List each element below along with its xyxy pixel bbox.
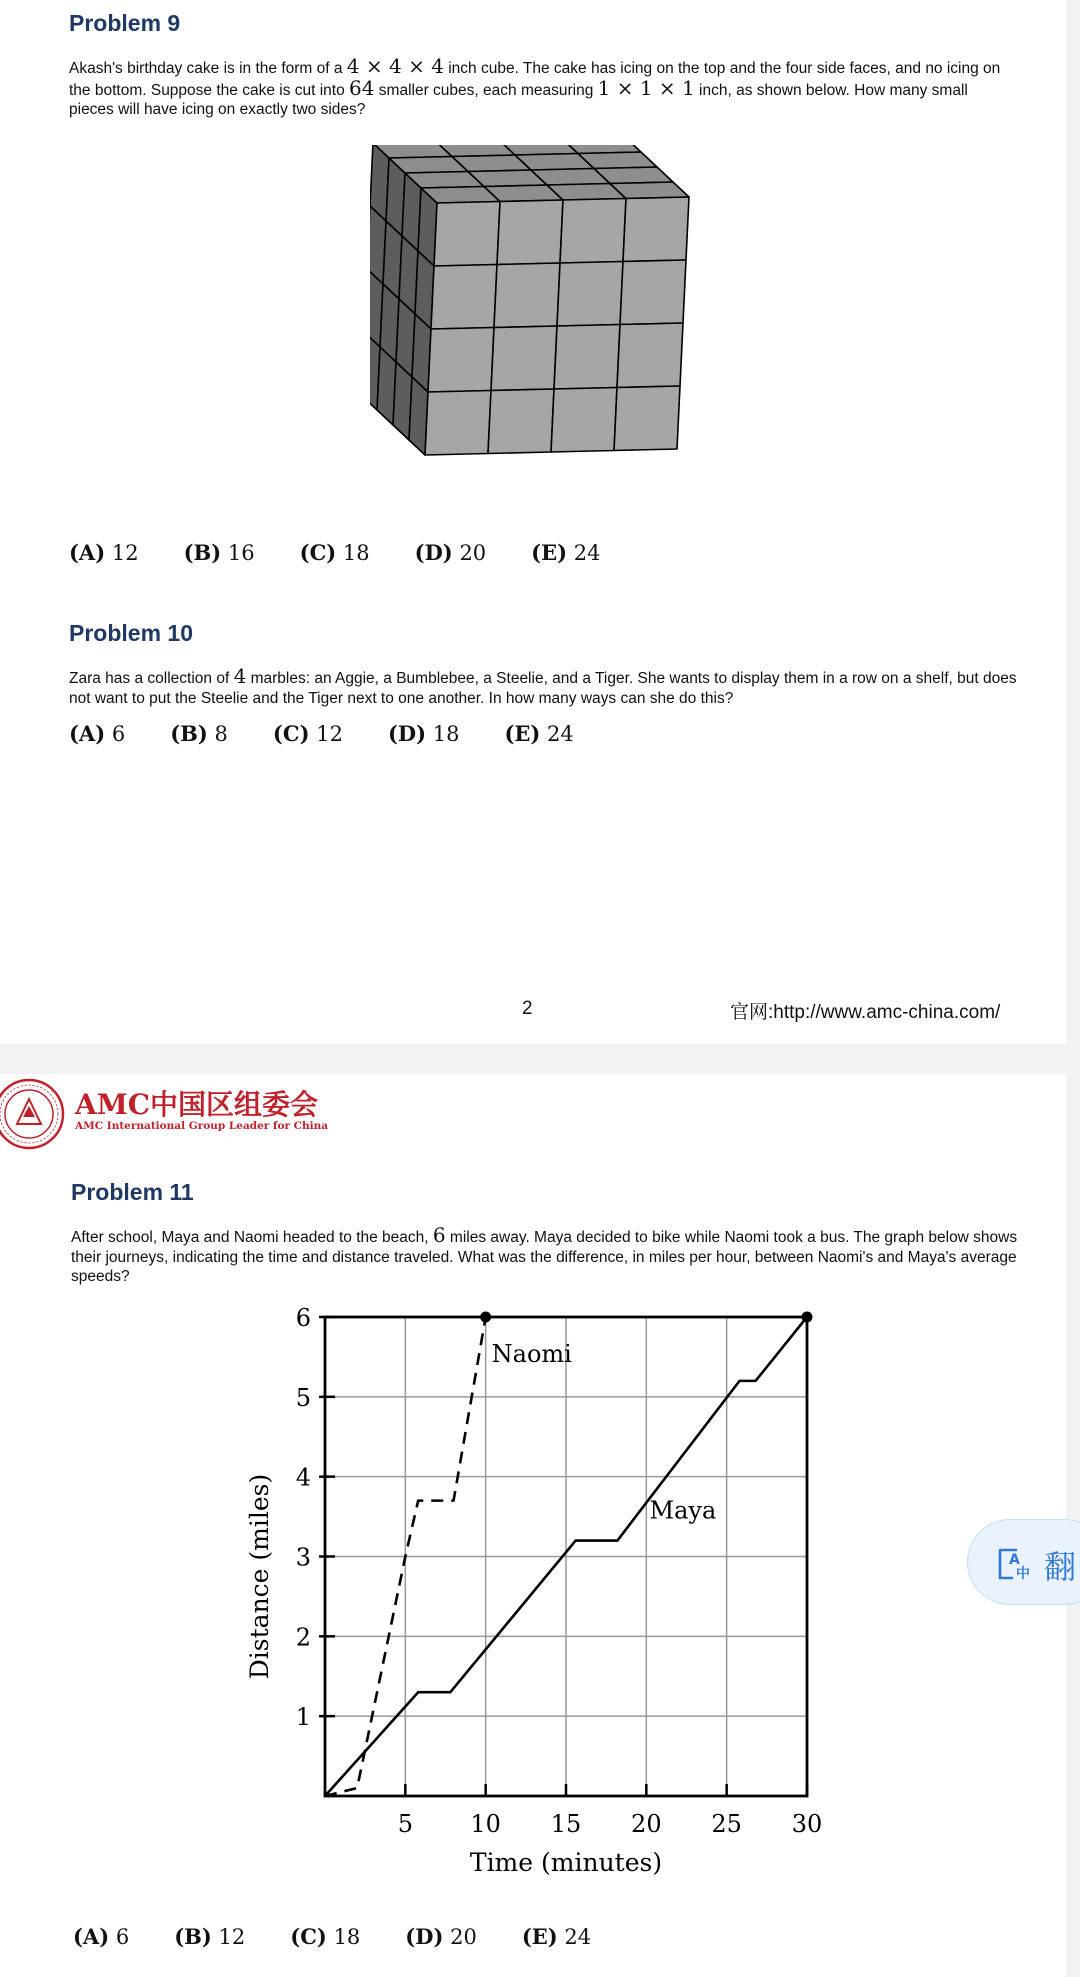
chart-y-tick-label: 2	[295, 1623, 311, 1652]
amc-logo-seal	[0, 1075, 68, 1153]
chart-x-axis-label: Time (minutes)	[469, 1848, 663, 1877]
cube-front-face-cell	[425, 391, 491, 456]
cube-diagram	[370, 145, 710, 495]
chart-x-tick-label: 25	[711, 1810, 742, 1838]
cube-front-face-cell	[491, 326, 557, 391]
choice-d: (D) 20	[414, 540, 487, 565]
problem-10-choices	[69, 721, 619, 746]
cube-front-face-cell	[620, 260, 686, 325]
choice-d: (D) 20	[405, 1924, 477, 1949]
cube-front-face-cell	[551, 388, 617, 453]
choice-b: (B) 16	[183, 540, 255, 565]
translate-label: 翻	[1044, 1548, 1077, 1586]
logo-subtitle: AMC International Group Leader for China	[75, 1120, 329, 1132]
problem-9-title: Problem 9	[69, 10, 181, 36]
cube-front-face-cell	[617, 323, 683, 388]
cube-front-face-cell	[614, 386, 680, 451]
choice-a: (A) 6	[69, 721, 126, 746]
cube-front-face-cell	[554, 325, 620, 390]
choice-a: (A) 6	[73, 1924, 130, 1949]
translate-button[interactable]	[967, 1519, 1080, 1605]
chart-y-tick-label: 3	[295, 1543, 311, 1572]
website-url: 官网:http://www.amc-china.com/	[730, 1002, 1001, 1023]
cube-front-face-cell	[431, 265, 497, 330]
chart-endpoint-dot	[480, 1312, 491, 1323]
cube-front-face-cell	[560, 199, 626, 264]
choice-d: (D) 18	[387, 721, 460, 746]
problem-9-choices	[69, 540, 645, 565]
cube-front-face-cell	[494, 263, 560, 328]
problem-11-title: Problem 11	[71, 1179, 194, 1205]
logo-title: AMC中国区组委会	[75, 1088, 319, 1121]
choice-c: (C) 18	[290, 1924, 361, 1949]
choice-c: (C) 12	[272, 721, 343, 746]
chart-label-maya: Maya	[649, 1496, 717, 1525]
cube-front-face-cell	[488, 389, 554, 454]
problem-9-text: Akash's birthday cake is in the form of a 4 × 4 × 4 inch cube. The cake has icing on the top and the four side faces, and no icing on the bottom. Suppose the cake is cut into 64 smaller cubes, each measuring 1 × 1 × 1 inch, as shown below. How many small pieces will have icing on exactly two sides?	[69, 54, 1001, 118]
choice-a: (A) 12	[69, 540, 139, 565]
problem-10-text: Zara has a collection of 4 marbles: an Aggie, a Bumblebee, a Steelie, and a Tiger. She wants to display them in a row on a shelf, but does not want to put the Steelie and the Tiger next to one another. In how many ways can she do this?	[69, 664, 1017, 707]
cube-front-face-cell	[557, 262, 623, 327]
cube-front-face-cell	[428, 328, 494, 393]
cube-front-face-cell	[434, 202, 500, 267]
svg-text:中: 中	[1016, 1566, 1030, 1582]
translate-icon	[996, 1546, 1034, 1582]
choice-e: (E) 24	[504, 721, 574, 746]
chart-x-tick-label: 20	[631, 1810, 662, 1838]
chart-endpoint-dot	[802, 1312, 813, 1323]
chart-y-tick-label: 6	[295, 1304, 311, 1332]
problem-10-title: Problem 10	[69, 620, 193, 646]
choice-e: (E) 24	[531, 540, 601, 565]
cube-front-face-cell	[497, 200, 563, 265]
cube-front-face-cell	[623, 197, 689, 262]
choice-b: (B) 8	[170, 721, 228, 746]
choice-e: (E) 24	[521, 1924, 592, 1949]
chart-x-tick-label: 30	[791, 1810, 823, 1838]
choice-b: (B) 12	[174, 1924, 246, 1949]
chart-y-tick-label: 4	[295, 1463, 311, 1492]
chart-y-tick-label: 5	[295, 1383, 311, 1412]
chart-x-tick-label: 10	[470, 1810, 501, 1838]
distance-time-chart	[240, 1300, 840, 1900]
problem-11-text: After school, Maya and Naomi headed to the beach, 6 miles away. Maya decided to bike while Naomi took a bus. The graph below shows their journeys, indicating the time and distance traveled. What was the difference, in miles per hour, between Naomi's and Maya's average speeds?	[71, 1223, 1018, 1285]
svg-text:A: A	[1009, 1552, 1020, 1568]
chart-x-tick-label: 15	[550, 1810, 582, 1838]
chart-label-naomi: Naomi	[491, 1339, 572, 1368]
chart-y-axis-label: Distance (miles)	[245, 1473, 274, 1680]
choice-c: (C) 18	[299, 540, 370, 565]
chart-y-tick-label: 1	[295, 1703, 311, 1732]
problem-11-choices	[73, 1924, 636, 1949]
page-number: 2	[522, 998, 533, 1019]
chart-x-tick-label: 5	[397, 1810, 413, 1838]
